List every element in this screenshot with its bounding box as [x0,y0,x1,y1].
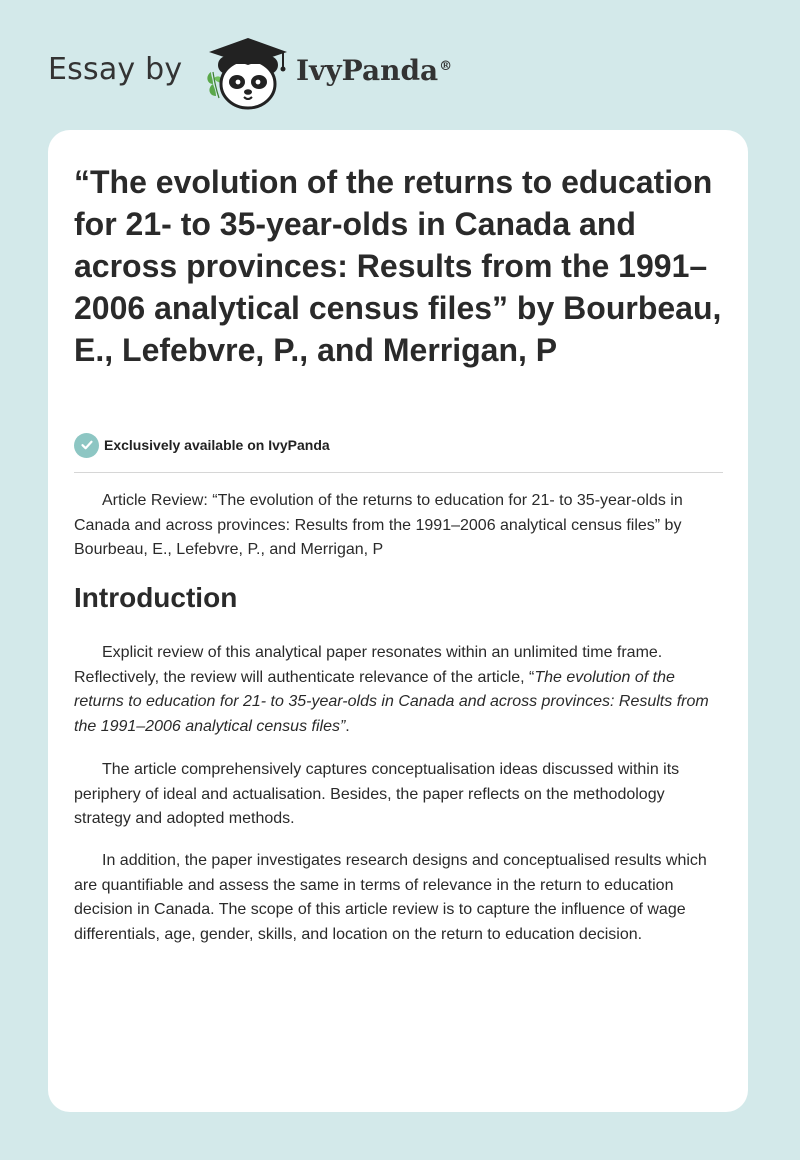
article-title: “The evolution of the returns to education for 21- to 35-year-olds in Canada and across provinces: Results from the 1991–2006 analytical census files” by Bourbeau, E., Lefebvre, P., and Merrigan, P [74,164,722,368]
paragraph-1-italic-title: The evolution of the returns to education for 21- to 35-year-olds in Canada and across provinces: Results from the 1991–2006 analytical census files” [74,668,709,735]
registered-mark: ® [439,58,453,74]
paragraph-2-text: The article comprehensively captures conceptualisation ideas discussed within its periphery of ideal and actualisation. Besides, the paper reflects on the methodology strategy and adopted methods. [74,761,680,827]
exclusive-badge-label: Exclusively available on IvyPanda [104,437,330,453]
divider [74,472,723,473]
essay-by-label: Essay by [48,52,183,87]
paragraph-1-end: . [345,717,350,735]
section-heading-introduction: Introduction [74,582,238,613]
lead-paragraph: Article Review: “The evolution of the returns to education for 21- to 35-year-olds in Canada and across provinces: Results from the 1991–2006 analytical census files” by Bourbeau, E., Lefebvre, P., and Merrigan, P [74,492,683,558]
paragraph-3 [74,849,724,947]
paragraph-3-text: In addition, the paper investigates research designs and conceptualised results which are quantifiable and assess the same in terms of relevance in the return to education decision in Canada. The scope of this article review is to capture the influence of wage differentials, age, gender, skills, and location on the return to education decision. [74,852,707,943]
site-header [48,34,548,110]
brand-name[interactable]: IvyPanda® [296,54,453,87]
paragraph-1 [74,641,724,739]
check-circle-icon [74,433,99,458]
exclusive-badge [74,432,330,458]
paragraph-1-text: Explicit review of this analytical paper resonates within an unlimited time frame. Reflectively, the review will authenticate relevance of the article, “ [74,644,663,686]
paragraph-2 [74,758,724,832]
article-card [48,130,748,1112]
panda-graduation-cap-logo[interactable] [203,34,293,110]
article-lead [74,489,724,563]
